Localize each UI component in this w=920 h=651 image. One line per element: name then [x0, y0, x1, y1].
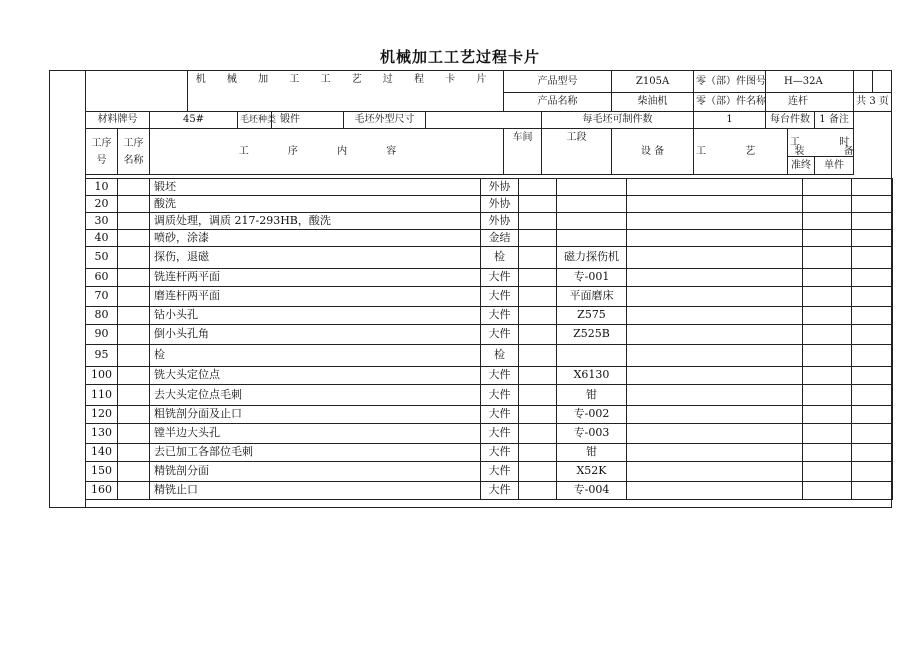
op-no-cell: 40	[86, 230, 118, 247]
blank-size-value	[426, 112, 542, 129]
op-no-cell: 10	[86, 179, 118, 196]
op-name-cell	[118, 269, 150, 287]
workshop-cell: 大件	[481, 444, 519, 462]
unit-hours-cell	[852, 269, 893, 287]
workshop-cell: 大件	[481, 269, 519, 287]
equipment-cell: 专-002	[557, 406, 627, 424]
op-no-cell: 100	[86, 367, 118, 385]
pieces-per-blank-label: 每毛坯可制件数	[542, 112, 694, 129]
op-content-cell: 精铣剖分面	[150, 462, 481, 482]
op-content-cell: 喷砂，涂漆	[150, 230, 481, 247]
tooling-cell	[627, 287, 803, 307]
process-row	[86, 385, 893, 406]
product-model-label: 产品型号	[504, 71, 612, 93]
op-name-cell	[118, 287, 150, 307]
col-tooling-text: 工 艺 装 备	[696, 145, 872, 157]
col-op-no: 工序号	[86, 129, 118, 175]
col-section: 工段	[542, 129, 612, 175]
prep-hours-cell	[803, 385, 852, 406]
tooling-cell	[627, 367, 803, 385]
op-no-cell: 30	[86, 213, 118, 230]
prep-hours-cell	[803, 345, 852, 367]
op-no-cell: 50	[86, 247, 118, 269]
section-cell	[519, 287, 557, 307]
product-name-label: 产品名称	[504, 93, 612, 112]
unit-hours-cell	[852, 424, 893, 444]
col-unit: 单件	[815, 157, 854, 175]
tooling-cell	[627, 179, 803, 196]
unit-hours-cell	[852, 213, 893, 230]
workshop-cell: 大件	[481, 367, 519, 385]
process-row	[86, 444, 893, 462]
op-name-cell	[118, 367, 150, 385]
prep-hours-cell	[803, 424, 852, 444]
prep-hours-cell	[803, 247, 852, 269]
workshop-cell: 大件	[481, 325, 519, 345]
prep-hours-cell	[803, 325, 852, 345]
op-no-cell: 60	[86, 269, 118, 287]
section-cell	[519, 482, 557, 500]
tooling-cell	[627, 269, 803, 287]
section-cell	[519, 269, 557, 287]
op-name-cell	[118, 325, 150, 345]
unit-hours-cell	[852, 385, 893, 406]
workshop-cell: 外协	[481, 179, 519, 196]
op-content-cell: 去大头定位点毛刺	[150, 385, 481, 406]
op-no-cell: 150	[86, 462, 118, 482]
section-cell	[519, 385, 557, 406]
prep-hours-cell	[803, 462, 852, 482]
tooling-cell	[627, 424, 803, 444]
col-op-content	[150, 129, 504, 175]
unit-hours-cell	[852, 247, 893, 269]
workshop-cell: 大件	[481, 462, 519, 482]
part-name-label: 零（部）件名称	[694, 93, 766, 112]
workshop-cell: 大件	[481, 482, 519, 500]
unit-hours-cell	[852, 444, 893, 462]
op-no-cell: 20	[86, 196, 118, 213]
col-workshop: 车间	[504, 129, 542, 175]
op-content-cell: 钻小头孔	[150, 307, 481, 325]
total-pages: 共 3 页	[854, 93, 892, 112]
process-row	[86, 345, 893, 367]
process-row	[86, 213, 893, 230]
op-content-cell: 检	[150, 345, 481, 367]
prep-hours-cell	[803, 269, 852, 287]
process-row	[86, 462, 893, 482]
workshop-cell: 检	[481, 345, 519, 367]
product-name-value: 柴油机	[612, 93, 694, 112]
section-cell	[519, 444, 557, 462]
process-row	[86, 247, 893, 269]
prep-hours-cell	[803, 406, 852, 424]
blank-type-label: 毛坯种类	[238, 112, 272, 129]
tooling-cell	[627, 406, 803, 424]
unit-hours-cell	[852, 179, 893, 196]
section-cell	[519, 424, 557, 444]
equipment-cell	[557, 345, 627, 367]
op-content-cell: 铣大头定位点	[150, 367, 481, 385]
section-cell	[519, 307, 557, 325]
section-cell	[519, 462, 557, 482]
section-cell	[519, 213, 557, 230]
tooling-cell	[627, 385, 803, 406]
blank-size-label: 毛坯外型尺寸	[344, 112, 426, 129]
prep-hours-cell	[803, 444, 852, 462]
prep-hours-cell	[803, 367, 852, 385]
op-name-cell	[118, 213, 150, 230]
equipment-cell: Z525B	[557, 325, 627, 345]
process-card-table	[85, 70, 892, 175]
op-content-cell: 调质处理，调质 217-293HB，酸洗	[150, 213, 481, 230]
tooling-cell	[627, 213, 803, 230]
unit-hours-cell	[852, 367, 893, 385]
op-no-cell: 80	[86, 307, 118, 325]
unit-hours-cell	[852, 307, 893, 325]
equipment-cell: 专-004	[557, 482, 627, 500]
process-row	[86, 482, 893, 500]
process-row	[86, 325, 893, 345]
equipment-cell: 钳	[557, 444, 627, 462]
unit-hours-cell	[852, 196, 893, 213]
col-op-name: 工序名称	[118, 129, 150, 175]
process-row	[86, 269, 893, 287]
tooling-cell	[627, 462, 803, 482]
card-name-cell	[188, 71, 504, 112]
tooling-cell	[627, 307, 803, 325]
op-content-cell: 粗铣剖分面及止口	[150, 406, 481, 424]
process-row	[86, 287, 893, 307]
prep-hours-cell	[803, 196, 852, 213]
prep-hours-cell	[803, 213, 852, 230]
section-cell	[519, 325, 557, 345]
process-row	[86, 307, 893, 325]
document-title: 机械加工工艺过程卡片	[379, 48, 540, 66]
workshop-cell: 大件	[481, 424, 519, 444]
op-name-cell	[118, 385, 150, 406]
prep-hours-cell	[803, 230, 852, 247]
prep-hours-cell	[803, 179, 852, 196]
op-name-cell	[118, 424, 150, 444]
tooling-cell	[627, 230, 803, 247]
op-content-cell: 磨连杆两平面	[150, 287, 481, 307]
remark-label	[815, 112, 854, 129]
process-row	[86, 424, 893, 444]
process-row	[86, 406, 893, 424]
tooling-cell	[627, 196, 803, 213]
equipment-cell: 磁力探伤机	[557, 247, 627, 269]
blank-type-value: 锻件	[272, 112, 344, 129]
process-row	[86, 230, 893, 247]
op-content-cell: 去已加工各部位毛刺	[150, 444, 481, 462]
material-grade-value: 45#	[150, 112, 238, 129]
op-name-cell	[118, 179, 150, 196]
remark-text: 备注	[828, 114, 849, 126]
section-cell	[519, 367, 557, 385]
part-drawing-value: H—32A	[766, 71, 854, 93]
equipment-cell	[557, 230, 627, 247]
part-drawing-label: 零（部）件图号	[694, 71, 766, 93]
part-name-value: 连杆	[766, 93, 854, 112]
process-rows-table	[85, 178, 893, 500]
workshop-cell: 外协	[481, 196, 519, 213]
prep-hours-cell	[803, 307, 852, 325]
op-name-cell	[118, 196, 150, 213]
op-no-cell: 120	[86, 406, 118, 424]
op-name-cell	[118, 345, 150, 367]
tooling-cell	[627, 247, 803, 269]
section-cell	[519, 345, 557, 367]
equipment-cell: 平面磨床	[557, 287, 627, 307]
equipment-cell: X52K	[557, 462, 627, 482]
material-grade-label: 材料牌号	[86, 112, 150, 129]
op-content-cell: 精铣止口	[150, 482, 481, 500]
op-no-cell: 160	[86, 482, 118, 500]
equipment-cell: Z575	[557, 307, 627, 325]
op-content-cell: 倒小头孔角	[150, 325, 481, 345]
equipment-cell	[557, 213, 627, 230]
binding-margin-column	[49, 70, 86, 508]
workshop-cell: 大件	[481, 406, 519, 424]
op-content-cell: 镗半边大头孔	[150, 424, 481, 444]
op-no-cell: 90	[86, 325, 118, 345]
op-content-cell: 探伤，退磁	[150, 247, 481, 269]
equipment-cell: X6130	[557, 367, 627, 385]
op-no-cell: 140	[86, 444, 118, 462]
unit-hours-cell	[852, 287, 893, 307]
op-content-cell: 铣连杆两平面	[150, 269, 481, 287]
col-hours-text: 工 时	[790, 136, 868, 148]
workshop-cell: 金结	[481, 230, 519, 247]
op-name-cell	[118, 444, 150, 462]
pieces-per-blank-value: 1	[694, 112, 766, 129]
op-name-cell	[118, 307, 150, 325]
equipment-cell: 钳	[557, 385, 627, 406]
unit-hours-cell	[852, 345, 893, 367]
workshop-cell: 检	[481, 247, 519, 269]
section-cell	[519, 406, 557, 424]
col-equipment: 设 备	[612, 129, 694, 175]
section-cell	[519, 247, 557, 269]
op-no-cell: 130	[86, 424, 118, 444]
op-no-cell: 70	[86, 287, 118, 307]
col-op-content-text: 工 序 内 容	[238, 145, 415, 157]
col-prep: 准终	[788, 157, 815, 175]
prep-hours-cell	[803, 287, 852, 307]
workshop-cell: 大件	[481, 385, 519, 406]
tooling-cell	[627, 345, 803, 367]
op-name-cell	[118, 247, 150, 269]
unit-hours-cell	[852, 406, 893, 424]
process-row	[86, 196, 893, 213]
pieces-per-unit-label: 每台件数	[766, 112, 815, 129]
workshop-cell: 大件	[481, 307, 519, 325]
equipment-cell	[557, 179, 627, 196]
section-cell	[519, 230, 557, 247]
op-no-cell: 95	[86, 345, 118, 367]
op-name-cell	[118, 462, 150, 482]
header-blank-right	[854, 71, 873, 93]
op-name-cell	[118, 482, 150, 500]
op-content-cell: 酸洗	[150, 196, 481, 213]
pieces-per-unit-value: 1	[819, 114, 826, 126]
unit-hours-cell	[852, 230, 893, 247]
unit-hours-cell	[852, 462, 893, 482]
section-cell	[519, 179, 557, 196]
process-row	[86, 367, 893, 385]
process-row	[86, 179, 893, 196]
unit-hours-cell	[852, 482, 893, 500]
product-model-value: Z105A	[612, 71, 694, 93]
card-name: 机 械 加 工 工 艺 过 程 卡 片	[195, 74, 496, 85]
equipment-cell: 专-003	[557, 424, 627, 444]
workshop-cell: 外协	[481, 213, 519, 230]
tooling-cell	[627, 325, 803, 345]
process-rows	[86, 179, 893, 500]
tooling-cell	[627, 444, 803, 462]
op-no-cell: 110	[86, 385, 118, 406]
section-cell	[519, 196, 557, 213]
workshop-cell: 大件	[481, 287, 519, 307]
prep-hours-cell	[803, 482, 852, 500]
op-content-cell: 锻坯	[150, 179, 481, 196]
equipment-cell: 专-001	[557, 269, 627, 287]
equipment-cell	[557, 196, 627, 213]
op-name-cell	[118, 406, 150, 424]
op-name-cell	[118, 230, 150, 247]
unit-hours-cell	[852, 325, 893, 345]
header-blank-cell	[86, 71, 188, 112]
tooling-cell	[627, 482, 803, 500]
